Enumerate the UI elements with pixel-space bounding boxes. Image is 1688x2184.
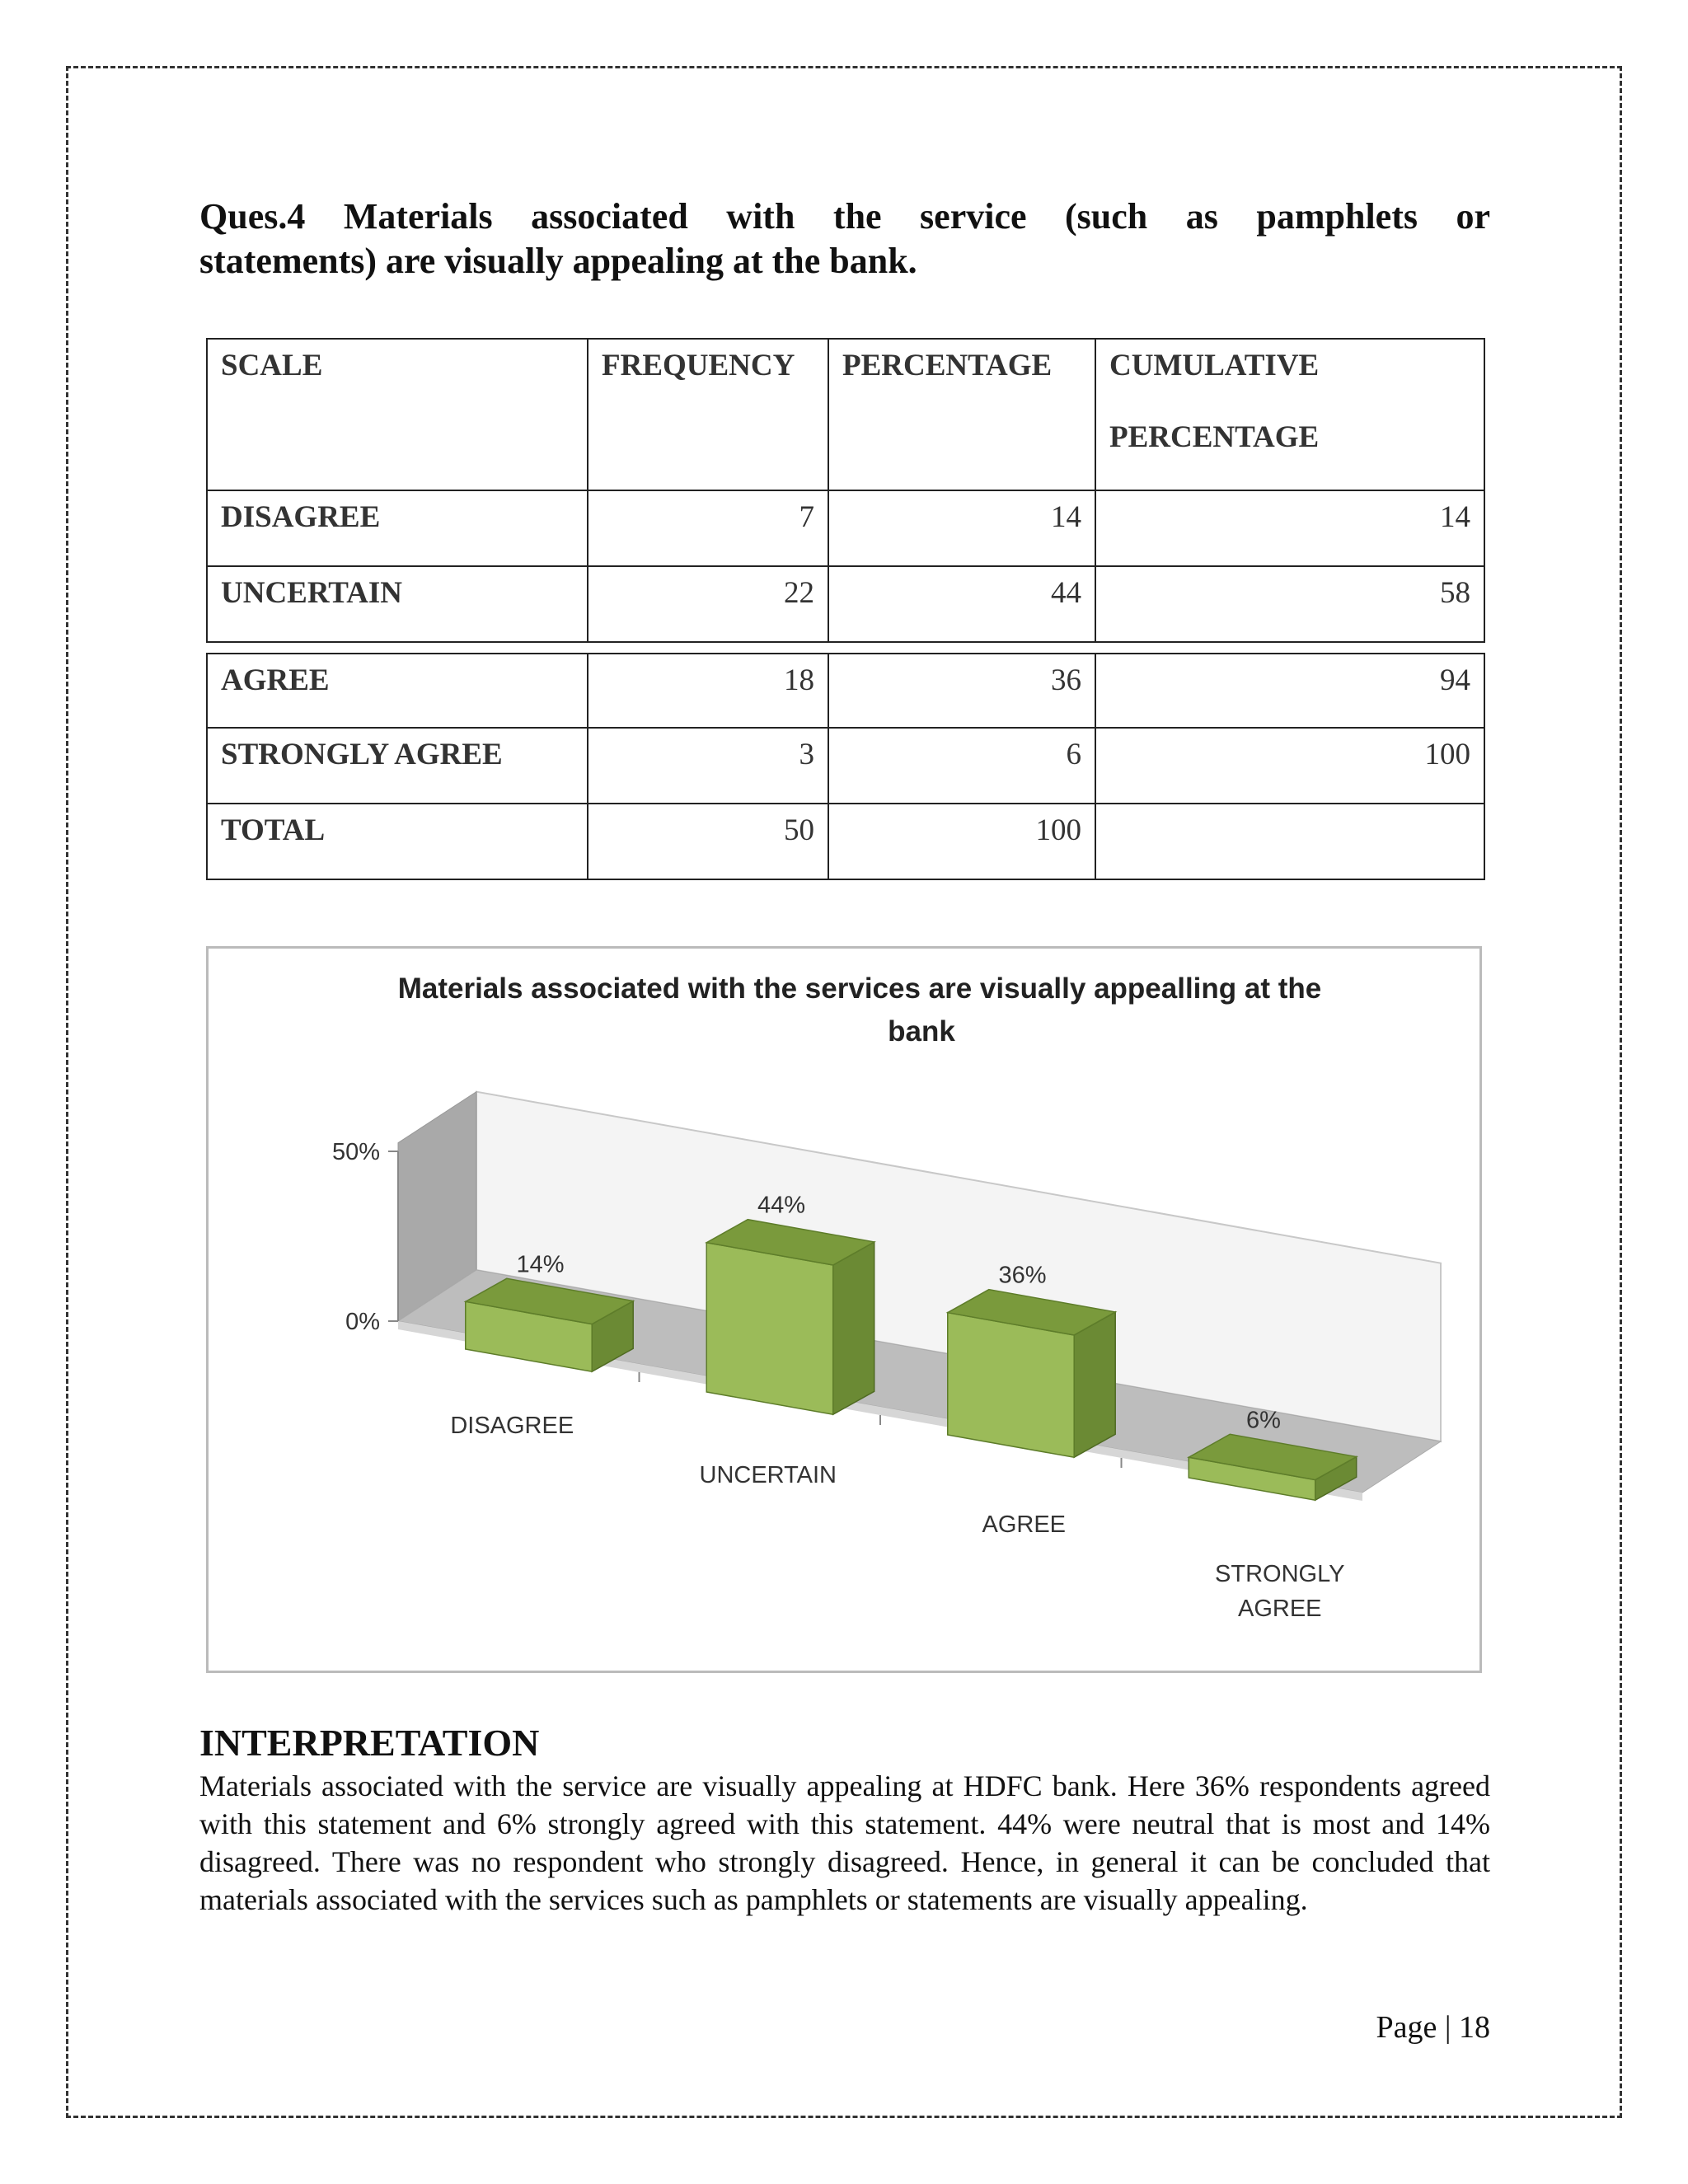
cell-percentage: 6	[828, 728, 1095, 804]
cell-frequency: 50	[588, 804, 828, 879]
category-label-line: UNCERTAIN	[699, 1462, 837, 1488]
col-header-scale: SCALE	[207, 339, 588, 490]
bar-front	[948, 1313, 1074, 1458]
chart-title-line2: bank	[888, 1015, 955, 1047]
cell-frequency: 3	[588, 728, 828, 804]
col-header-cumulative-line1: CUMULATIVE	[1109, 349, 1320, 382]
category-label	[982, 1511, 1066, 1538]
y-tick-label: 0%	[345, 1309, 380, 1335]
cell-scale: DISAGREE	[207, 490, 588, 566]
cell-scale: UNCERTAIN	[207, 566, 588, 642]
question-heading-line2: statements) are visually appealing at the bank.	[199, 241, 917, 281]
cell-cumulative: 58	[1095, 566, 1484, 642]
col-header-cumulative-line2: PERCENTAGE	[1109, 420, 1320, 454]
cell-scale: AGREE	[207, 654, 588, 728]
frequency-table-bottom	[206, 653, 1485, 880]
bar-chart	[209, 949, 1479, 1671]
cell-percentage: 44	[828, 566, 1095, 642]
table-row	[207, 728, 1484, 804]
category-label	[450, 1413, 574, 1439]
bar-data-label: 6%	[1246, 1407, 1281, 1434]
interpretation-text: Materials associated with the service are visually appealing at HDFC bank. Here 36% respondents agreed with this statement and 6% strongly agreed with this statement. 44% were neutral that is most and 14% disagreed. There was no respondent who strongly disagreed. Hence, in general it can be concluded that materials associated with the services such as pamphlets or statements are visually appealing.	[199, 1769, 1490, 1916]
cell-percentage: 100	[828, 804, 1095, 879]
question-heading-line1: Ques.4 Materials associated with the service (such as pamphlets or	[199, 196, 1490, 237]
table-row	[207, 490, 1484, 566]
bar-data-label: 14%	[516, 1251, 565, 1278]
bar-side	[1074, 1312, 1115, 1457]
bar-data-label: 44%	[757, 1192, 806, 1219]
bar-front	[706, 1243, 832, 1415]
cell-cumulative	[1095, 804, 1484, 879]
bar-side	[833, 1242, 874, 1414]
interpretation-heading: INTERPRETATION	[199, 1722, 540, 1764]
chart-container	[206, 946, 1482, 1673]
bar-data-label: 36%	[998, 1262, 1047, 1289]
cell-percentage: 14	[828, 490, 1095, 566]
col-header-percentage: PERCENTAGE	[828, 339, 1095, 490]
cell-frequency: 22	[588, 566, 828, 642]
col-header-frequency: FREQUENCY	[588, 339, 828, 490]
frequency-table-top	[206, 338, 1485, 643]
category-label-line: AGREE	[982, 1511, 1067, 1538]
cell-scale: TOTAL	[207, 804, 588, 879]
cell-cumulative: 100	[1095, 728, 1484, 804]
table-row	[207, 654, 1484, 728]
cell-frequency: 7	[588, 490, 828, 566]
cell-percentage: 36	[828, 654, 1095, 728]
cell-scale: STRONGLY AGREE	[207, 728, 588, 804]
chart-title-line1: Materials associated with the services are visually appealling at the	[397, 972, 1322, 1005]
category-label	[1215, 1561, 1344, 1622]
cell-cumulative: 94	[1095, 654, 1484, 728]
table-header-row	[207, 339, 1484, 490]
cell-frequency: 18	[588, 654, 828, 728]
table-row	[207, 804, 1484, 879]
table-row	[207, 566, 1484, 642]
y-tick-label: 50%	[331, 1139, 380, 1165]
question-heading	[199, 194, 1490, 284]
category-label-line: DISAGREE	[450, 1413, 574, 1439]
category-label	[700, 1462, 837, 1488]
col-header-cumulative	[1095, 339, 1484, 490]
category-label-line: AGREE	[1237, 1596, 1322, 1622]
page-number: Page | 18	[1376, 2010, 1490, 2045]
category-label-line: STRONGLY	[1215, 1561, 1345, 1587]
cell-cumulative: 14	[1095, 490, 1484, 566]
